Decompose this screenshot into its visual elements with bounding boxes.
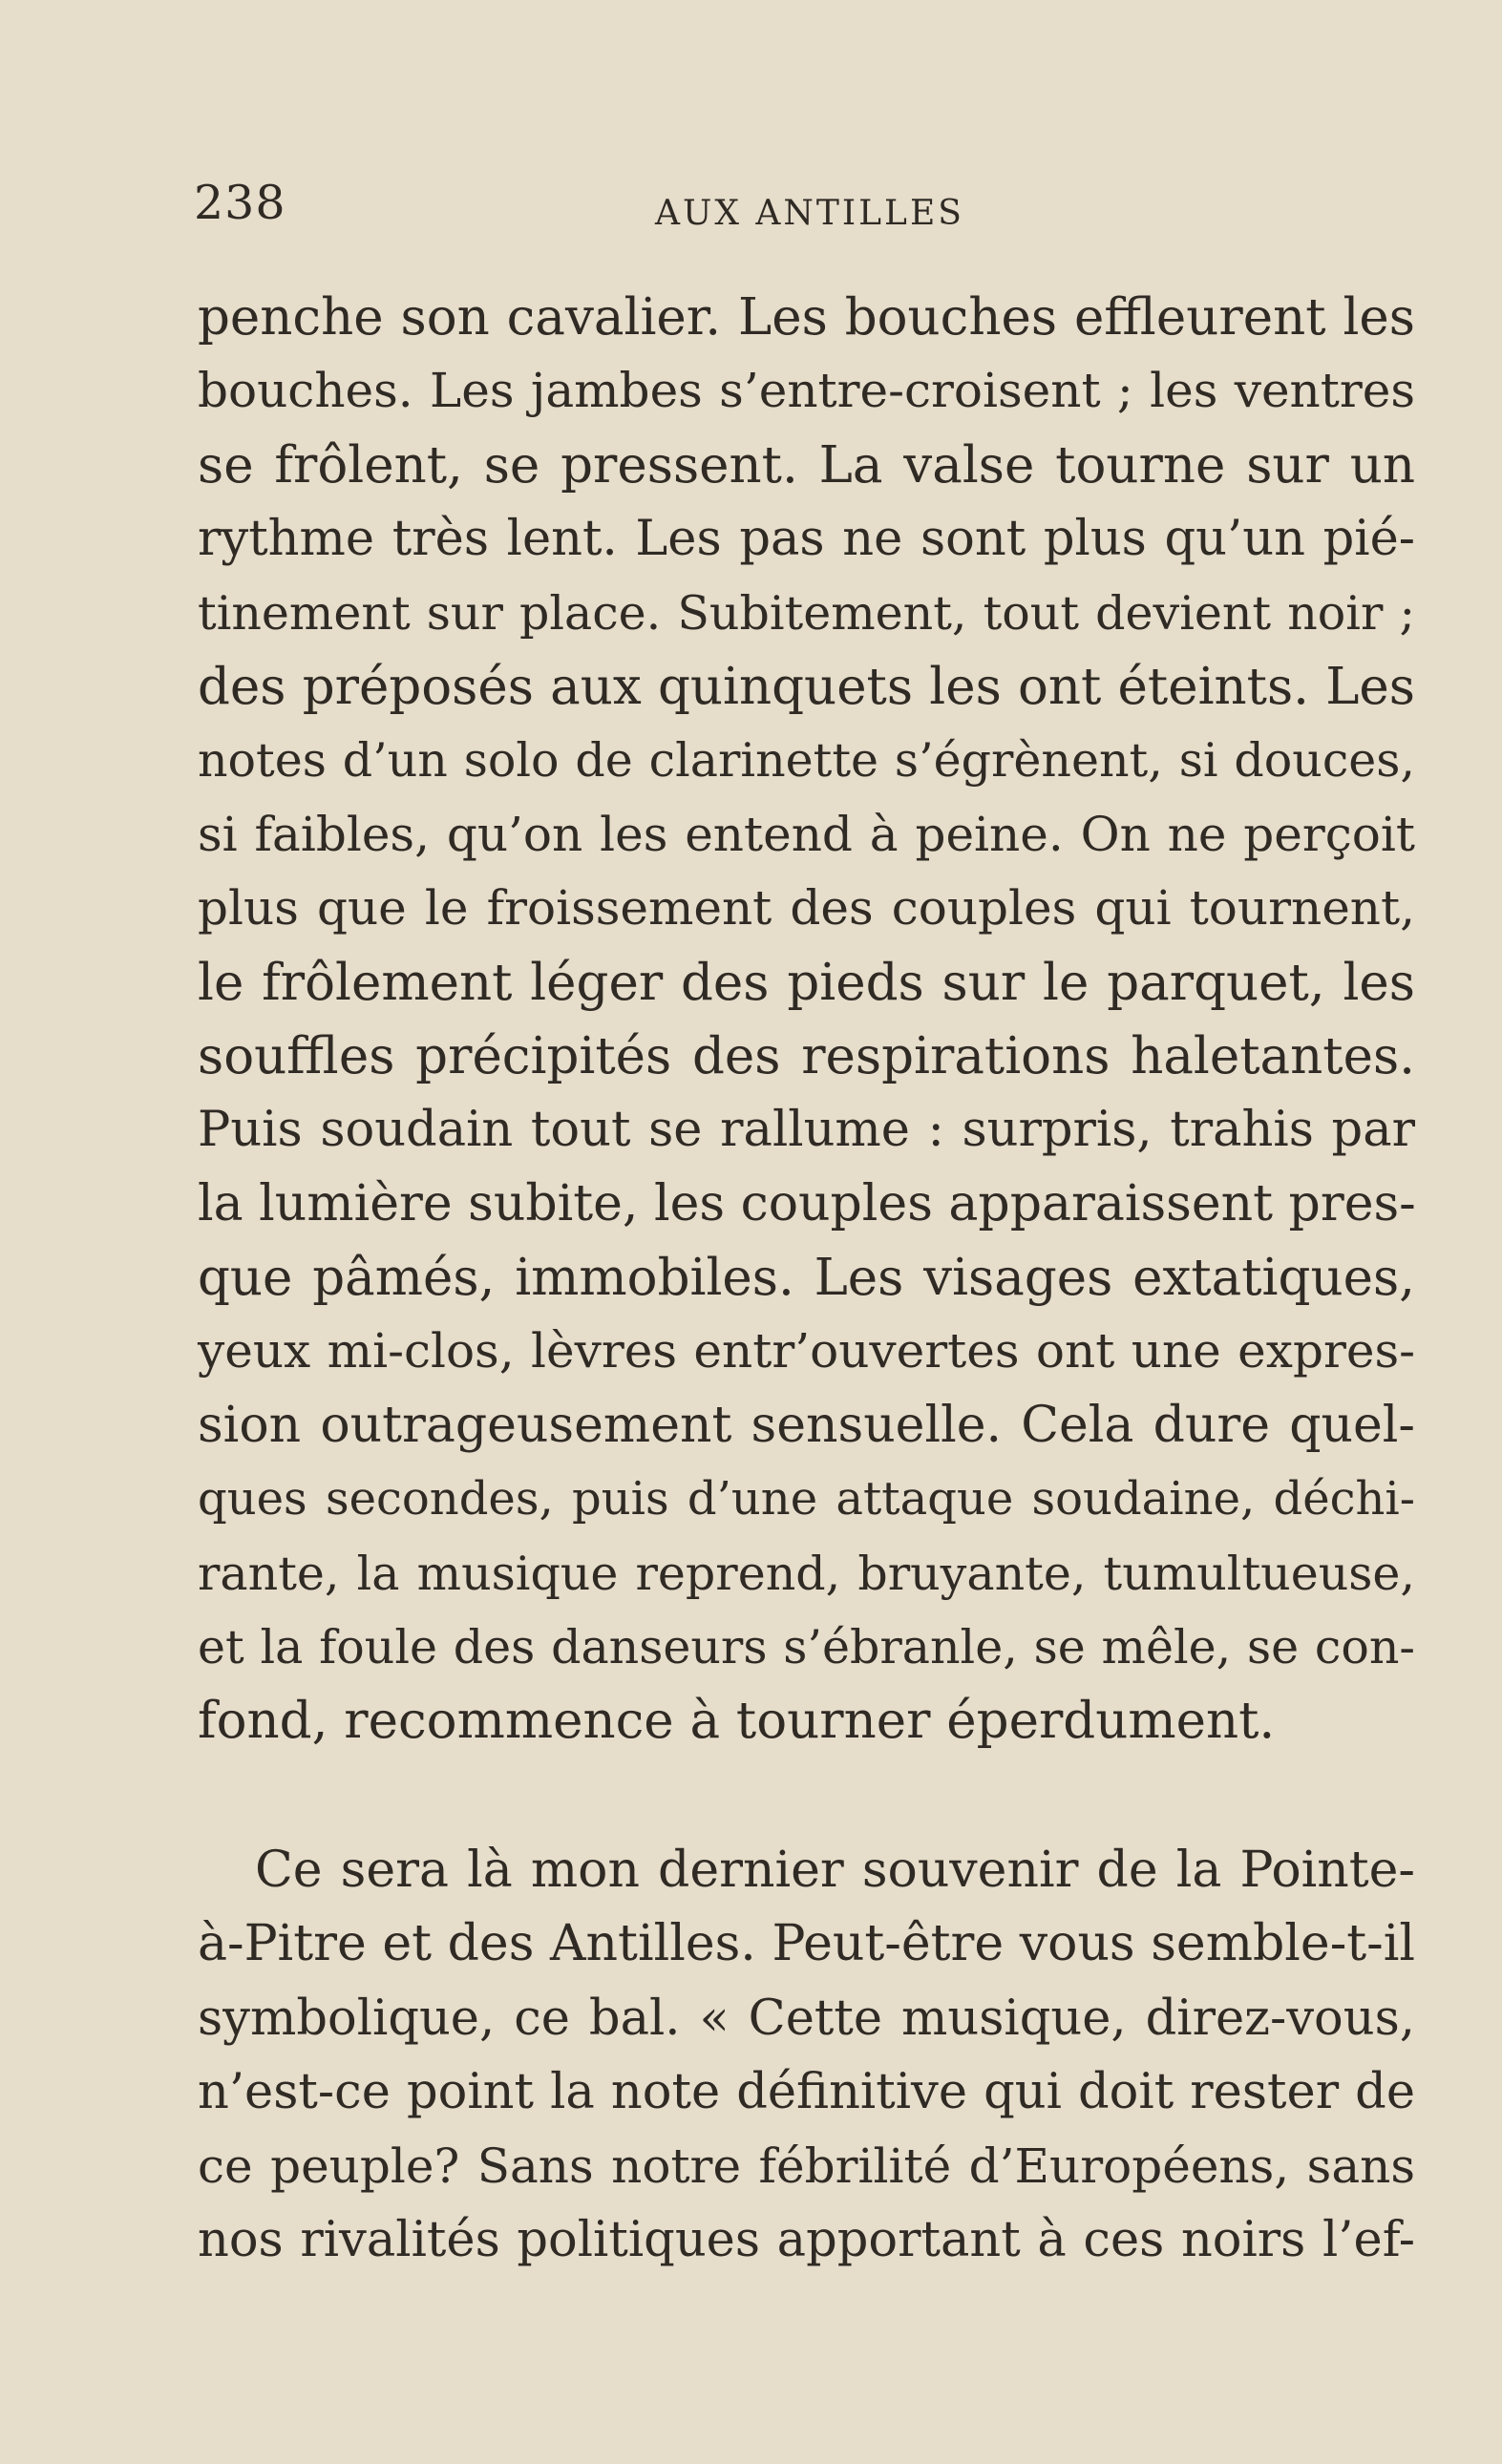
text-line: ques secondes, puis d’une attaque soudaine, déchi- — [198, 1472, 1415, 1527]
text-line: et la foule des danseurs s’ébranle, se mêle, se con- — [198, 1620, 1415, 1675]
text-line: n’est-ce point la note définitive qui doit rester de — [198, 2064, 1415, 2121]
text-line: se frôlent, se pressent. La valse tourne sur un — [198, 435, 1415, 495]
text-line: si faibles, qu’on les entend à peine. On ne perçoit — [198, 806, 1415, 862]
text-line: sion outrageusement sensuelle. Cela dure quel- — [198, 1396, 1415, 1454]
text-line: fond, recommence à tourner éperdument. — [198, 1692, 1276, 1751]
text-line: notes d’un solo de clarinette s’égrènent, si douces, — [198, 733, 1415, 789]
text-line: rante, la musique reprend, bruyante, tumultueuse, — [198, 1546, 1415, 1601]
text-line: que pâmés, immobiles. Les visages extatiques, — [198, 1249, 1415, 1308]
text-line: des préposés aux quinquets les ont éteints. Les — [198, 657, 1415, 716]
text-line: plus que le froissement des couples qui tournent, — [198, 880, 1415, 937]
text-line: la lumière subite, les couples apparaissent pres- — [198, 1174, 1416, 1232]
text-line: bouches. Les jambes s’entre-croisent ; les ventres — [198, 363, 1415, 419]
text-line: rythme très lent. Les pas ne sont plus qu’un pié- — [198, 511, 1415, 568]
text-line: souffles précipités des respirations haletantes. — [198, 1026, 1415, 1085]
text-line: tinement sur place. Subitement, tout devient noir ; — [198, 585, 1415, 641]
text-line: Ce sera là mon dernier souvenir de la Pointe- — [255, 1842, 1415, 1899]
text-line: nos rivalités politiques apportant à ces noirs l’ef- — [198, 2211, 1415, 2268]
text-line: à-Pitre et des Antilles. Peut-être vous semble-t-il — [198, 1915, 1415, 1973]
page-number: 238 — [194, 176, 286, 230]
text-line: symbolique, ce bal. « Cette musique, direz-vous, — [198, 1990, 1415, 2047]
paragraph-2 — [198, 1834, 1415, 2277]
text-line: yeux mi-clos, lèvres entr’ouvertes ont une expres- — [198, 1323, 1415, 1379]
text-line: ce peuple? Sans notre fébrilité d’Européens, sans — [198, 2138, 1415, 2194]
text-line: penche son cavalier. Les bouches effleurent les — [198, 288, 1415, 347]
text-line: Puis soudain tout se rallume : surpris, trahis par — [198, 1102, 1415, 1159]
paragraph-1 — [198, 281, 1415, 1758]
running-title: AUX ANTILLES — [655, 194, 964, 233]
text-line: le frôlement léger des pieds sur le parquet, les — [198, 953, 1415, 1012]
